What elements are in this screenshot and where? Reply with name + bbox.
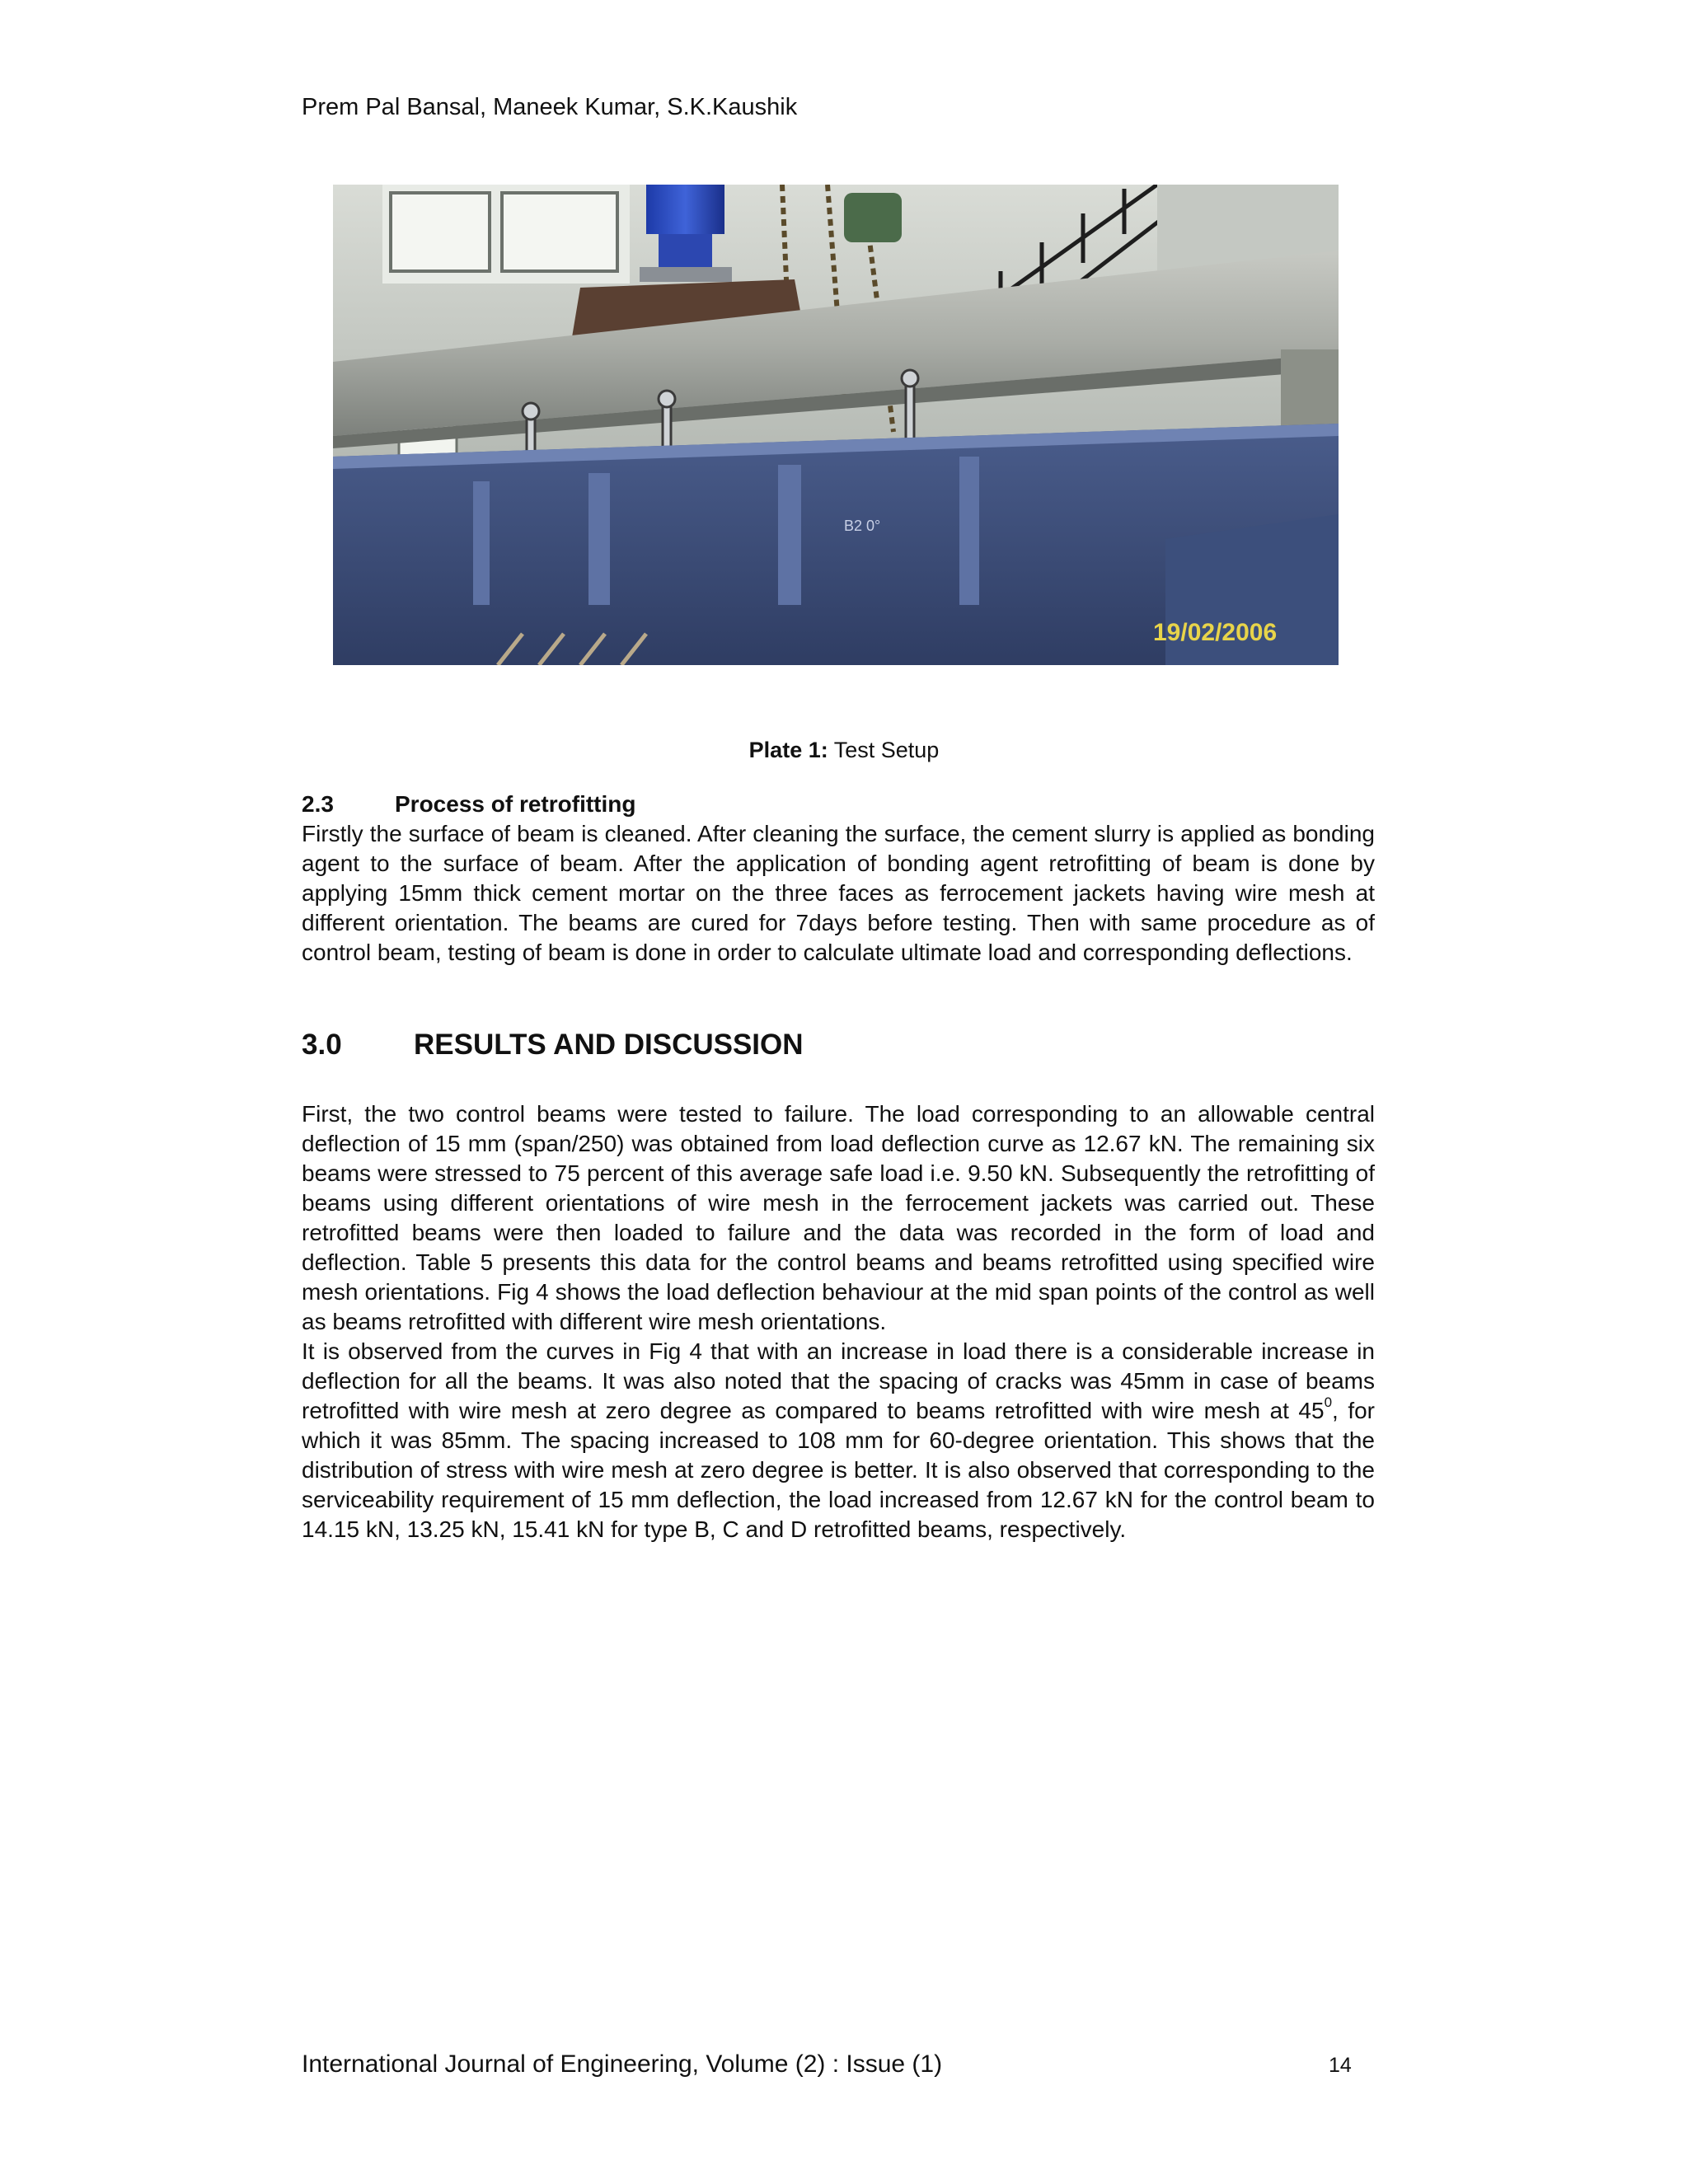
section-results [302,1027,1375,1063]
plate-caption-label: Plate 1: [748,738,828,762]
plate-caption [0,736,1688,764]
results-paragraph-2-part1: It is observed from the curves in Fig 4 that with an increase in load there is a considerable increase in deflection for all the beams. It was also noted that the spacing of cracks was 45mm in case of beams retrofitted with wire mesh at zero degree as compared to beams retrofitted with wire mesh at 45 [302,1338,1375,1423]
page-number: 14 [1329,2054,1352,2077]
results-body [302,1099,1375,1544]
section-number: 3.0 [302,1029,342,1061]
degree-superscript: 0 [1324,1394,1333,1410]
test-setup-photo-drawing [333,185,1339,665]
plate-caption-text: Test Setup [828,738,940,762]
section-title: Process of retrofitting [395,791,636,817]
footer-journal: International Journal of Engineering, Volume (2) : Issue (1) [302,2050,943,2078]
running-head-authors: Prem Pal Bansal, Maneek Kumar, S.K.Kaushik [302,94,798,120]
section-title: RESULTS AND DISCUSSION [414,1029,804,1061]
retrofitting-paragraph: Firstly the surface of beam is cleaned. After cleaning the surface, the cement slurry is applied as bonding agent to the surface of beam. After the application of bonding agent retrofitting of beam is done by applying 15mm thick cement mortar on the three faces as ferrocement jackets having wire mesh at different orientation. The beams are cured for 7days before testing. Then with same procedure as of control beam, testing of beam is done in order to calculate ultimate load and corresponding deflections. [302,821,1375,965]
section-number: 2.3 [302,791,334,817]
beam-marking: B2 0° [844,518,881,534]
results-paragraph-1: First, the two control beams were tested to failure. The load corresponding to an allowable central deflection of 15 mm (span/250) was obtained from load deflection curve as 12.67 kN. The remaining six beams were stressed to 75 percent of this average safe load i.e. 9.50 kN. Subsequently the retrofitting of beams using different orientations of wire mesh in the ferrocement jackets was carried out. These retrofitted beams were then loaded to failure and the data was recorded in the form of load and deflection. Table 5 presents this data for the control beams and beams retrofitted using specified wire mesh orientations. Fig 4 shows the load deflection behaviour at the mid span points of the control as well as beams retrofitted with different wire mesh orientations. [302,1101,1375,1334]
results-paragraph-2 [302,1337,1375,1544]
test-setup-photo [333,185,1339,665]
section-retrofitting [302,790,1375,968]
section-heading-2-3 [302,790,1375,819]
photo-date-stamp: 19/02/2006 [1153,619,1278,646]
section-heading-3-0 [302,1027,1375,1063]
results-paragraph-2-part2: , for which it was 85mm. The spacing increased to 108 mm for 60-degree orientation. This shows that the distribution of stress with wire mesh at zero degree is better. It is also observed that corresponding to the serviceability requirement of 15 mm deflection, the load increased from 12.67 kN for the control beam to 14.15 kN, 13.25 kN, 15.41 kN for type B, C and D retrofitted beams, respectively. [302,1398,1375,1542]
